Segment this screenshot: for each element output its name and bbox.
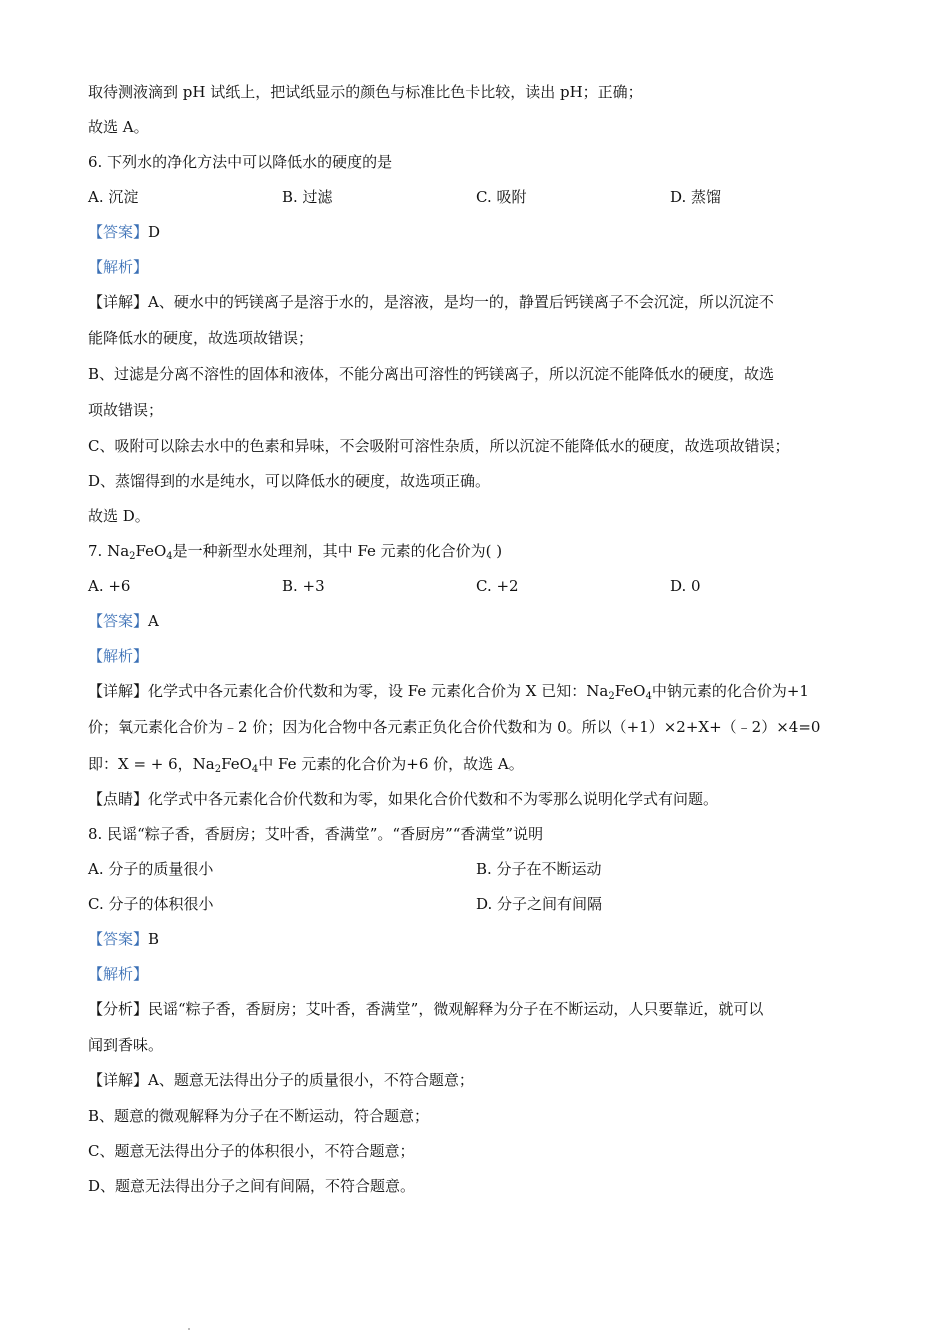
question-8-stem: 8. 民谣“粽子香，香厨房；艾叶香，香满堂”。“香厨房”“香满堂”说明 [88, 825, 544, 843]
option-a: A. 分子的质量很小 [88, 860, 214, 878]
detail-text: A、题意无法得出分子的质量很小，不符合题意； [148, 1071, 474, 1089]
option-a: A. 沉淀 [88, 188, 139, 206]
formula-part: FeO [221, 755, 252, 773]
detail-text: 中钠元素的化合价为+1 [651, 682, 809, 700]
option-a: A. +6 [88, 577, 131, 595]
detail-tag: 【详解】 [88, 1071, 149, 1089]
option-b: B. +3 [282, 577, 325, 595]
question-8-fenxi-1 [88, 999, 868, 1019]
option-d: D. 分子之间有间隔 [476, 895, 603, 913]
answer-tag: 【答案】 [88, 612, 149, 630]
detail-tag: 【详解】 [88, 293, 149, 311]
answer-value: A [148, 612, 159, 630]
question-8-detail-1 [88, 1070, 868, 1090]
text-line: B、题意的微观解释为分子在不断运动，符合题意； [88, 1107, 430, 1125]
answer-value: B [148, 930, 160, 948]
subscript: 4 [166, 551, 173, 562]
text-line: C、吸附可以除去水中的色素和异味，不会吸附可溶性杂质，所以沉淀不能降低水的硬度，故选项故错误； [88, 437, 790, 455]
detail-text: 化学式中各元素化合价代数和为零，设 Fe 元素化合价为 X 已知：Na [148, 682, 609, 700]
detail-text: A、硬水中的钙镁离子是溶于水的，是溶液，是均一的，静置后钙镁离子不会沉淀，所以沉淀不 [148, 293, 774, 311]
question-7-detail-3 [88, 754, 868, 774]
text-line: B、过滤是分离不溶性的固体和液体，不能分离出可溶性的钙镁离子，所以沉淀不能降低水的硬度，故选 [88, 365, 775, 383]
question-7-stem [88, 541, 868, 561]
option-b: B. 分子在不断运动 [476, 860, 602, 878]
question-8-analysis-tag [88, 964, 868, 984]
point-tag: 【点睛】 [88, 790, 149, 808]
formula-part: FeO [614, 682, 646, 700]
option-b: B. 过滤 [282, 188, 333, 206]
text-line: C、题意无法得出分子的体积很小，不符合题意； [88, 1142, 415, 1160]
subscript: 4 [251, 764, 259, 775]
text-line: 故选 A。 [88, 118, 149, 136]
subscript: 4 [645, 691, 652, 702]
analysis-tag: 【解析】 [88, 258, 149, 276]
question-6-answer [88, 222, 868, 242]
question-6-options [88, 187, 868, 207]
text-line: 取待测液滴到 pH 试纸上，把试纸显示的颜色与标准比色卡比较，读出 pH；正确； [88, 83, 643, 101]
detail-text: 中 Fe 元素的化合价为+6 价，故选 A。 [258, 755, 524, 773]
text-line: 闻到香味。 [88, 1036, 164, 1054]
option-c: C. 吸附 [476, 188, 527, 206]
subscript: 2 [214, 764, 222, 775]
answer-value: D [148, 223, 161, 241]
text-line: D、题意无法得出分子之间有间隔，不符合题意。 [88, 1177, 416, 1195]
question-7-analysis-tag [88, 646, 868, 666]
question-6-detail-1 [88, 292, 868, 312]
question-8-answer [88, 929, 868, 949]
point-text: 化学式中各元素化合价代数和为零，如果化合价代数和不为零那么说明化学式有问题。 [148, 790, 719, 808]
answer-tag: 【答案】 [88, 930, 149, 948]
question-8-options-row-2 [88, 894, 868, 914]
formula-part: FeO [135, 542, 167, 560]
text-line: D、蒸馏得到的水是纯水，可以降低水的硬度，故选项正确。 [88, 472, 491, 490]
fenxi-tag: 【分析】 [88, 1000, 149, 1018]
option-d: D. 蒸馏 [670, 188, 722, 206]
subscript: 2 [129, 551, 136, 562]
footer-mark [188, 1328, 190, 1330]
question-7-options [88, 576, 868, 596]
formula-part: 7. Na [88, 542, 130, 560]
option-c: C. 分子的体积很小 [88, 895, 214, 913]
question-6-stem: 6. 下列水的净化方法中可以降低水的硬度的是 [88, 153, 393, 171]
subscript: 2 [608, 691, 615, 702]
text-line: 价；氧元素化合价为﹣2 价；因为化合物中各元素正负化合价代数和为 0。所以（+1）×2+X+（﹣2）×4=0 [88, 718, 821, 736]
option-d: D. 0 [670, 577, 701, 595]
analysis-tag: 【解析】 [88, 965, 149, 983]
question-6-analysis-tag [88, 257, 868, 277]
text-line: 故选 D。 [88, 507, 150, 525]
question-7-point [88, 789, 868, 809]
detail-text: 即：X = + 6，Na [88, 755, 215, 773]
stem-text: 是一种新型水处理剂，其中 Fe 元素的化合价为( ) [172, 542, 503, 560]
question-7-detail-1 [88, 681, 868, 701]
question-7-answer [88, 611, 868, 631]
fenxi-text: 民谣“粽子香，香厨房；艾叶香，香满堂”，微观解释为分子在不断运动，人只要靠近，就可以 [148, 1000, 764, 1018]
question-8-options-row-1 [88, 859, 868, 879]
analysis-tag: 【解析】 [88, 647, 149, 665]
text-line: 能降低水的硬度，故选项故错误； [88, 329, 314, 347]
answer-tag: 【答案】 [88, 223, 149, 241]
text-line: 项故错误； [88, 401, 164, 419]
detail-tag: 【详解】 [88, 682, 149, 700]
option-c: C. +2 [476, 577, 519, 595]
